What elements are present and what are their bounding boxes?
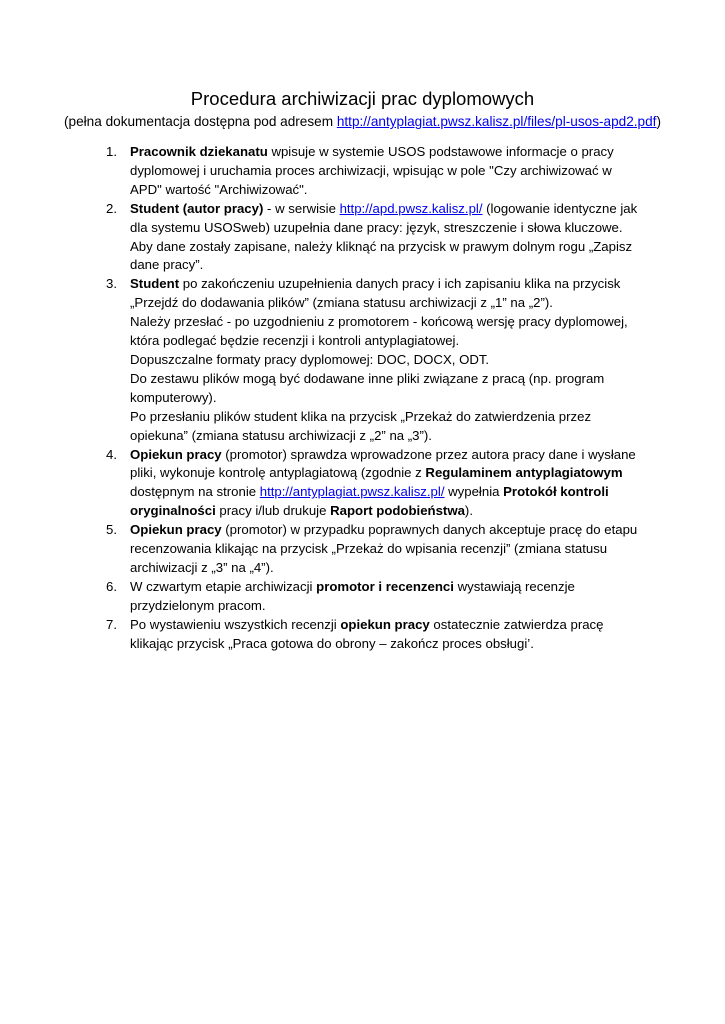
step-4-actor: Opiekun pracy — [130, 446, 222, 462]
step-7-actor: opiekun pracy — [340, 616, 430, 632]
step-7 — [106, 616, 645, 654]
step-4-text-1: (promotor) sprawdza wprowadzone przez autora pracy dane i wysłane pliki, wykonuje kontrolę antyplagiatową (zgodnie z — [130, 446, 636, 481]
procedure-steps — [106, 143, 645, 653]
step-7-text-1: Po wystawieniu wszystkich recenzji — [130, 616, 341, 632]
step-3-actor: Student — [130, 276, 180, 292]
step-3-para-2: Dopuszczalne formaty pracy dyplomowej: DOC, DOCX, ODT. — [130, 351, 490, 367]
step-7-body — [130, 617, 604, 651]
apd-link[interactable]: http://apd.pwsz.kalisz.pl/ — [339, 200, 483, 216]
subtitle-suffix: ) — [656, 114, 661, 129]
step-1-text: wpisuje w systemie USOS podstawowe informacje o pracy dyplomowej i uruchamia proces archiwizacji, wpisując w pole "Czy archiwizować w APD" wartość "Archiwizować". — [130, 144, 614, 197]
step-4-body — [130, 447, 636, 519]
subtitle-prefix: (pełna dokumentacja dostępna pod adresem — [64, 114, 337, 129]
step-5-body — [130, 522, 637, 575]
step-6-text-1: W czwartym etapie archiwizacji — [130, 578, 317, 594]
page-title: Procedura archiwizacji prac dyplomowych — [190, 88, 535, 109]
step-4-text-2: dostępnym na stronie — [130, 484, 260, 500]
step-6-actor: promotor i recenzenci — [316, 578, 454, 594]
step-2-body — [130, 201, 637, 235]
step-6-body — [130, 579, 575, 613]
step-4 — [106, 446, 645, 522]
step-1-actor: Pracownik dziekanatu — [130, 144, 268, 159]
step-2 — [106, 200, 645, 276]
step-3 — [106, 275, 645, 445]
step-3-para-3: Do zestawu plików mogą być dodawane inne pliki związane z pracą (np. program komputerowy). — [130, 370, 605, 405]
step-4-report: Raport podobieństwa — [330, 503, 465, 519]
step-1-number: 1. — [106, 144, 117, 159]
step-3-para-1: Należy przesłać - po uzgodnieniu z promotorem - końcową wersję pracy dyplomowej, która podlegać będzie recenzji i kontroli antyplagiatowej. — [130, 314, 628, 349]
step-2-extra: Aby dane zostały zapisane, należy kliknąć na przycisk w prawym dolnym rogu „Zapisz dane pracy”. — [130, 238, 633, 273]
step-4-text-3: wypełnia — [444, 484, 504, 500]
step-3-text: po zakończeniu uzupełnienia danych pracy i ich zapisaniu klika na przycisk „Przejdź do dodawania plików” (zmiana statusu archiwizacji z „1” na „2”). — [130, 276, 621, 311]
step-4-number: 4. — [106, 446, 117, 462]
step-3-body — [130, 276, 620, 310]
step-2-actor: Student (autor pracy) — [130, 200, 264, 216]
step-4-protocol: Protokół kontroli oryginalności — [130, 484, 609, 519]
page-subtitle — [0, 112, 725, 132]
step-5-actor: Opiekun pracy — [130, 522, 222, 538]
step-3-number: 3. — [106, 276, 117, 292]
step-7-text-2: ostatecznie zatwierdza pracę klikając przycisk „Praca gotowa do obrony – zakończ proces obsługi’. — [130, 616, 604, 651]
step-1 — [106, 143, 645, 200]
antyplagiat-link[interactable]: http://antyplagiat.pwsz.kalisz.pl/ — [259, 484, 445, 500]
step-3-para-4: Po przesłaniu plików student klika na przycisk „Przekaż do zatwierdzenia przez opiekuna” (zmiana statusu archiwizacji z „2” na „3”). — [130, 408, 592, 443]
step-2-text-before-link: - w serwisie — [263, 200, 340, 216]
step-6-number: 6. — [106, 578, 117, 594]
step-4-text-4: pracy i/lub drukuje — [215, 503, 331, 519]
step-6 — [106, 578, 645, 616]
step-5-text: (promotor) w przypadku poprawnych danych akceptuje pracę do etapu recenzowania klikając na przycisk „Przekaż do wpisania recenzji” (zmiana statusu archiwizacji z „3” na „4”). — [130, 522, 638, 575]
step-7-number: 7. — [106, 616, 117, 632]
step-5-number: 5. — [106, 522, 117, 538]
step-4-text-5: ). — [464, 503, 473, 519]
step-6-text-2: wystawiają recenzje przydzielonym pracom. — [130, 578, 575, 613]
step-5 — [106, 521, 645, 578]
documentation-link[interactable]: http://antyplagiat.pwsz.kalisz.pl/files/pl-usos-apd2.pdf — [336, 114, 657, 129]
step-2-number: 2. — [106, 200, 117, 216]
step-2-text-after-link: (logowanie identyczne jak dla systemu USOSweb) uzupełnia dane pracy: język, streszczenie i słowa kluczowe. — [130, 200, 638, 235]
step-4-rules: Regulaminem antyplagiatowym — [425, 465, 623, 481]
step-1-body — [130, 144, 614, 197]
